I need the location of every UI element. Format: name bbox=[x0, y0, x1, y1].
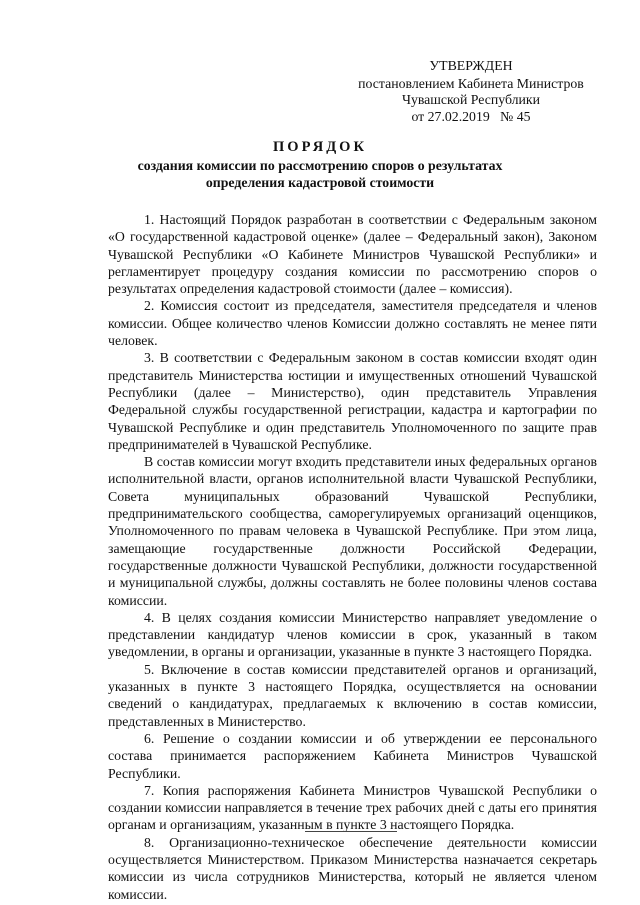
end-divider bbox=[305, 831, 397, 832]
paragraph-5: 5. Включение в состав комиссии представителей органов и организаций, указанных в пункте 3 настоящего Порядка, осуществляется на основании сведений о кандидатурах, предлагаемых к включению в состав комиссии, представленных в Министерство. bbox=[108, 661, 597, 729]
paragraph-7: 7. Копия распоряжения Кабинета Министров Чувашской Республики о создании комиссии направляется в течение трех рабочих дней с даты его принятия органам и организациям, указанным в пункте 3 настоящего Порядка. bbox=[108, 782, 597, 833]
paragraph-3: 3. В соответствии с Федеральным законом в состав комиссии входят один представитель Министерства юстиции и имущественных отношений Чувашской Республики (далее – Министерство), один представитель Управления Федеральной службы государственной регистрации, кадастра и картографии по Чувашской Республике и один представитель Уполномоченного по защите прав предпринимателей в Чувашской Республике. bbox=[108, 350, 597, 452]
approval-heading: УТВЕРЖДЕН bbox=[429, 58, 513, 73]
approval-stamp bbox=[340, 58, 602, 125]
approval-resolution: постановлением Кабинета Министров bbox=[358, 75, 584, 91]
paragraph-8: 8. Организационно-техническое обеспечение деятельности комиссии осуществляется Министерством. Приказом Министерства назначается секретарь комиссии из числа сотрудников Министерства, который не является членом комиссии. bbox=[108, 834, 597, 902]
paragraph-4: 4. В целях создания комиссии Министерство направляет уведомление о представлении кандидатур членов комиссии в срок, указанный в таком уведомлении, в органы и организации, указанные в пункте 3 настоящего Порядка. bbox=[108, 609, 597, 660]
document-title-block bbox=[100, 139, 540, 191]
document-subtitle-line-2: определения кадастровой стоимости bbox=[205, 174, 435, 190]
approval-date-number: от 27.02.2019 № 45 bbox=[411, 108, 531, 124]
document-title: ПОРЯДОК bbox=[273, 139, 367, 155]
document-body bbox=[108, 211, 597, 903]
paragraph-6: 6. Решение о создании комиссии и об утверждении ее персонального состава принимается распоряжением Кабинета Министров Чувашской Республики. bbox=[108, 730, 597, 781]
approval-republic: Чувашской Республики bbox=[401, 92, 541, 107]
document-subtitle-line-1: создания комиссии по рассмотрению споров о результатах bbox=[137, 158, 503, 173]
paragraph-1: 1. Настоящий Порядок разработан в соответствии с Федеральным законом «О государственной кадастровой оценке» (далее – Федеральный закон), Законом Чувашской Республики «О Кабинете Министров Чувашской Республики» и регламентирует процедуру создания комиссии по рассмотрению споров о результатах определения кадастровой стоимости (далее – комиссия). bbox=[108, 212, 597, 297]
paragraph-3-continued: В состав комиссии могут входить представители иных федеральных органов исполнительной власти, органов исполнительной власти Чувашской Республики, Совета муниципальных образований Чувашской Республики, предпринимательского сообщества, саморегулируемых организаций оценщиков, Уполномоченного по правам человека в Чувашской Республике. При этом лица, замещающие государственные должности Российской Федерации, государственные должности Чувашской Республики, должности государственной и муниципальной службы, должны составлять не более половины членов состава комиссии. bbox=[108, 454, 597, 608]
paragraph-2: 2. Комиссия состоит из председателя, заместителя председателя и членов комиссии. Общее количество членов Комиссии должно составлять не менее пяти человек. bbox=[108, 298, 597, 349]
